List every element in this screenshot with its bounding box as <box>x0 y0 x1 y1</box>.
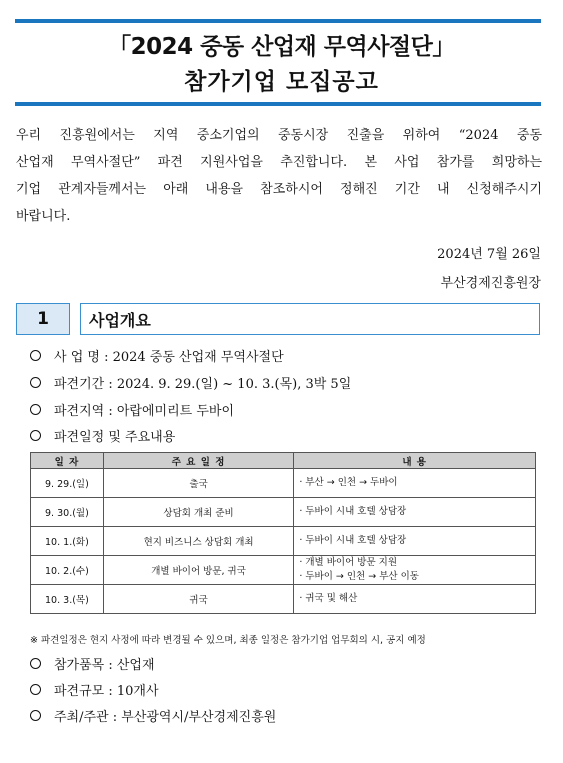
table-row <box>31 556 536 585</box>
bullet-text: 파견기간 : 2024. 9. 29.(일) ~ 10. 3.(목), 3박 5일 <box>54 377 352 392</box>
cell-content <box>294 527 536 556</box>
table-row <box>31 585 536 614</box>
cell-content <box>294 585 536 614</box>
bullet-item <box>30 426 175 445</box>
circle-bullet-icon <box>30 684 41 695</box>
cell-content <box>294 498 536 527</box>
announcement-date: 2024년 7월 26일 <box>437 247 541 262</box>
content-line: · 두바이 시내 호텔 상담장 <box>299 506 407 517</box>
cell-event: 현지 비즈니스 상담회 개최 <box>103 527 293 556</box>
intro-paragraph <box>16 122 542 230</box>
page-subtitle: 참가기업 모집공고 <box>184 69 379 95</box>
bullet-item <box>30 654 155 673</box>
bullet-text: 파견일정 및 주요내용 <box>54 430 176 445</box>
table-header-row <box>31 453 536 469</box>
intro-line: 우리 진흥원에서는 지역 중소기업의 중동시장 진출을 위하여 “2024 중동 <box>16 128 542 143</box>
cell-event: 출국 <box>103 469 293 498</box>
column-header-date: 일 자 <box>31 453 104 469</box>
content-line: · 귀국 및 해산 <box>299 593 358 604</box>
content-line: · 개별 바이어 방문 지원 <box>299 557 398 568</box>
bullet-item <box>30 706 276 725</box>
bullet-text: 사 업 명 : 2024 중동 산업재 무역사절단 <box>54 350 284 365</box>
schedule-table <box>30 452 536 614</box>
section-title: 사업개요 <box>80 303 540 335</box>
bullet-item <box>30 346 284 365</box>
content-line: · 부산 → 인천 → 두바이 <box>299 477 398 488</box>
intro-line: 기업 관계자들께서는 아래 내용을 참조하시어 정해진 기간 내 신청해주시기 <box>16 182 542 197</box>
cell-content <box>294 469 536 498</box>
column-header-event: 주 요 일 정 <box>103 453 293 469</box>
bullet-item <box>30 400 234 419</box>
intro-line: 산업재 무역사절단” 파견 지원사업을 추진합니다. 본 사업 참가를 희망하는 <box>16 155 542 170</box>
bullet-text: 파견지역 : 아랍에미리트 두바이 <box>54 404 235 419</box>
cell-event: 개별 바이어 방문, 귀국 <box>103 556 293 585</box>
intro-line: 바랍니다. <box>16 209 71 224</box>
issuer: 부산경제진흥원장 <box>440 276 541 291</box>
cell-date: 10. 3.(목) <box>31 585 104 614</box>
circle-bullet-icon <box>30 658 41 669</box>
bullet-text: 파견규모 : 10개사 <box>54 684 159 699</box>
column-header-content: 내 용 <box>294 453 536 469</box>
cell-event: 상담회 개최 준비 <box>103 498 293 527</box>
content-line: · 두바이 → 인천 → 부산 이동 <box>299 571 419 582</box>
cell-content <box>294 556 536 585</box>
bullet-text: 참가품목 : 산업재 <box>54 658 155 673</box>
circle-bullet-icon <box>30 710 41 721</box>
table-row <box>31 498 536 527</box>
cell-date: 9. 29.(일) <box>31 469 104 498</box>
circle-bullet-icon <box>30 404 41 415</box>
cell-date: 10. 1.(화) <box>31 527 104 556</box>
top-rule <box>15 19 541 23</box>
circle-bullet-icon <box>30 430 41 441</box>
table-row <box>31 527 536 556</box>
title-bottom-rule <box>15 102 541 106</box>
cell-date: 9. 30.(월) <box>31 498 104 527</box>
bullet-text: 주최/주관 : 부산광역시/부산경제진흥원 <box>54 710 277 725</box>
cell-event: 귀국 <box>103 585 293 614</box>
section-number: 1 <box>16 303 70 335</box>
circle-bullet-icon <box>30 350 41 361</box>
circle-bullet-icon <box>30 377 41 388</box>
cell-date: 10. 2.(수) <box>31 556 104 585</box>
bullet-item <box>30 680 159 699</box>
schedule-note: ※ 파견일정은 현지 사정에 따라 변경될 수 있으며, 최종 일정은 참가기업 업무회의 시, 공지 예정 <box>30 635 426 646</box>
page-title: 「2024 중동 산업재 무역사절단」 <box>108 34 455 60</box>
content-line: · 두바이 시내 호텔 상담장 <box>299 535 407 546</box>
table-row <box>31 469 536 498</box>
bullet-item <box>30 373 351 392</box>
